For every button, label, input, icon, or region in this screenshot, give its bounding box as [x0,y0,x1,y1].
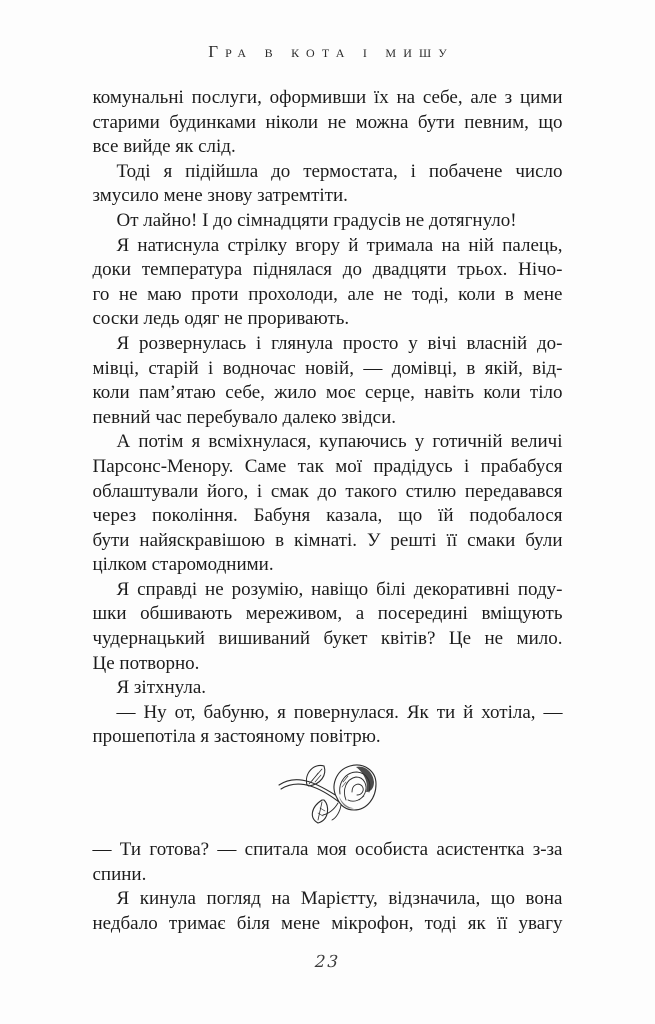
page-number: 23 [314,952,341,971]
text-line: — Ти готова? — спитала моя особиста асистентка з-за [92,839,563,861]
text-line: го не маю проти прохолоди, але не тоді, коли в мене [92,283,563,305]
text-line: доки температура піднялася до двадцяти трьох. Нічо- [92,259,563,281]
text-line: цілком старомодними. [92,554,274,576]
text-line: спини. [92,863,147,885]
text-line: Я зітхнула. [116,677,207,699]
text-line: Я справді не розумію, навіщо білі декоративні поду- [116,578,563,600]
text-line: Я натиснула стрілку вгору й тримала на ній палець, [116,234,563,256]
rose-illustration [276,758,380,830]
text-line: старими будинками ніколи не можна бути певним, що [92,111,563,133]
text-line: коли пам’ятаю себе, жило моє серце, навіть коли тіло [92,382,563,404]
text-line: через покоління. Бабуня казала, що їй подобалося [92,505,563,527]
text-line: чудернацький вишиваний букет квітів? Це не мило. [92,628,563,650]
text-line: Я розвернулась і глянула просто у вічі власній до- [116,332,563,354]
text-line: соски ледь одяг не проривають. [92,308,350,330]
text-line: певний час перебувало далеко звідси. [92,406,396,428]
text-line: Це потворно. [92,652,200,674]
text-line: От лайно! І до сімнадцяти градусів не дотягнуло! [116,209,517,231]
text-line: прошепотіла я застояному повітрю. [92,726,381,748]
text-line: — Ну от, бабуню, я повернулася. Як ти й хотіла, — [116,701,563,723]
text-line: мівці, старій і водночас новій, — домівці, в якій, від- [92,357,563,379]
section-divider [93,750,563,838]
text-line: недбало тримає біля мене мікрофон, тоді як її увагу [92,912,563,934]
text-line: все вийде як слід. [92,136,236,158]
text-line: комунальні послуги, оформивши їх на себе, але з цими [92,87,563,108]
running-header: Гра в кота і мишу [208,42,454,61]
text-line: бути найяскравішою в кімнаті. У решті її смаки були [92,529,563,551]
text-line: А потім я всміхнулася, купаючись у готичній величі [116,431,563,453]
text-line: Парсонс-Менору. Саме так мої прадідусь і прабабуся [92,455,563,477]
text-line: шки обшивають мереживом, а посередині вміщують [92,603,563,625]
text-line: облаштували його, і смак до такого стилю передавався [92,480,563,502]
text-line: Я кинула погляд на Марієтту, відзначила, що вона [116,888,563,910]
text-line: змусило мене знову затремтіти. [92,185,348,207]
body-text [93,86,563,936]
text-line: Тоді я підійшла до термостата, і побачене число [116,160,563,182]
